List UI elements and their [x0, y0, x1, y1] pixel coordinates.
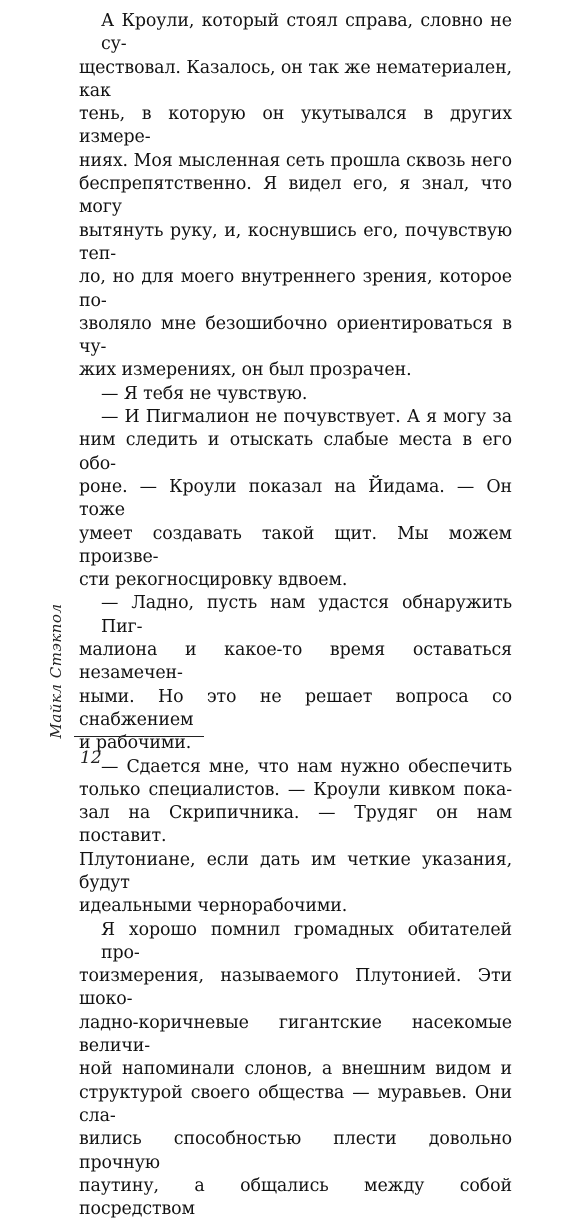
text-line: умеет создавать такой щит. Мы можем произве- — [79, 523, 512, 567]
footer-divider — [74, 736, 204, 737]
text-line: паутину, а общались между собой посредством — [79, 1175, 512, 1220]
text-line: ниях. Моя мысленная сеть прошла сквозь него — [79, 150, 512, 171]
text-line: жих измерениях, он был прозрачен. — [79, 360, 412, 381]
text-line: и рабочими. — [79, 733, 192, 754]
text-line: ной напоминали слонов, а внешним видом и — [79, 1059, 512, 1080]
author-name: Майкл Стэкпол — [47, 603, 65, 739]
text-line: ными. Но это не решает вопроса со снабжением — [79, 686, 512, 730]
text-line: вытянуть руку, и, коснувшись его, почувствую теп- — [79, 220, 512, 264]
text-line: идеальными чернорабочими. — [79, 896, 348, 917]
text-line: ним следить и отыскать слабые места в его обо- — [79, 430, 512, 474]
text-line: — Сдается мне, что нам нужно обеспечить — [101, 756, 512, 777]
text-line: структурой своего общества — муравьев. Они сла- — [79, 1082, 512, 1126]
text-line: тоизмерения, называемого Плутонией. Эти шоко- — [79, 966, 512, 1010]
text-line: роне. — Кроули показал на Йидама. — Он тоже — [79, 476, 512, 521]
text-line: ло, но для моего внутреннего зрения, которое по- — [79, 267, 512, 311]
text-line: беспрепятственно. Я видел его, я знал, что могу — [79, 174, 512, 218]
body-text — [79, 10, 512, 1221]
text-line: зволяло мне безошибочно ориентироваться в чу- — [79, 313, 512, 358]
text-line: малиона и какое-то время оставаться незамечен- — [79, 640, 512, 684]
text-line: сти рекогносцировку вдвоем. — [79, 570, 348, 591]
running-head-author — [46, 603, 66, 739]
text-line: Плутониане, если дать им четкие указания, будут — [79, 849, 512, 893]
text-line: ладно-коричневые гигантские насекомые величи- — [79, 1012, 512, 1057]
text-line: тень, в которую он укутывался в других измере- — [79, 104, 512, 148]
text-line: — Ладно, пусть нам удастся обнаружить Пиг- — [101, 593, 512, 637]
text-line: А Кроули, который стоял справа, словно не су- — [101, 11, 512, 55]
text-line: ществовал. Казалось, он так же нематериален, как — [79, 57, 512, 101]
text-line: — Я тебя не чувствую. — [101, 383, 308, 404]
text-line: вились способностью плести довольно прочную — [79, 1129, 512, 1173]
text-line: Я хорошо помнил громадных обитателей про- — [101, 919, 512, 963]
page-number: 12 — [80, 748, 102, 768]
text-line: зал на Скрипичника. — Трудяг он нам поставит. — [79, 803, 512, 847]
text-line: — И Пигмалион не почувствует. А я могу за — [101, 407, 512, 428]
text-line: только специалистов. — Кроули кивком пока- — [79, 779, 512, 800]
